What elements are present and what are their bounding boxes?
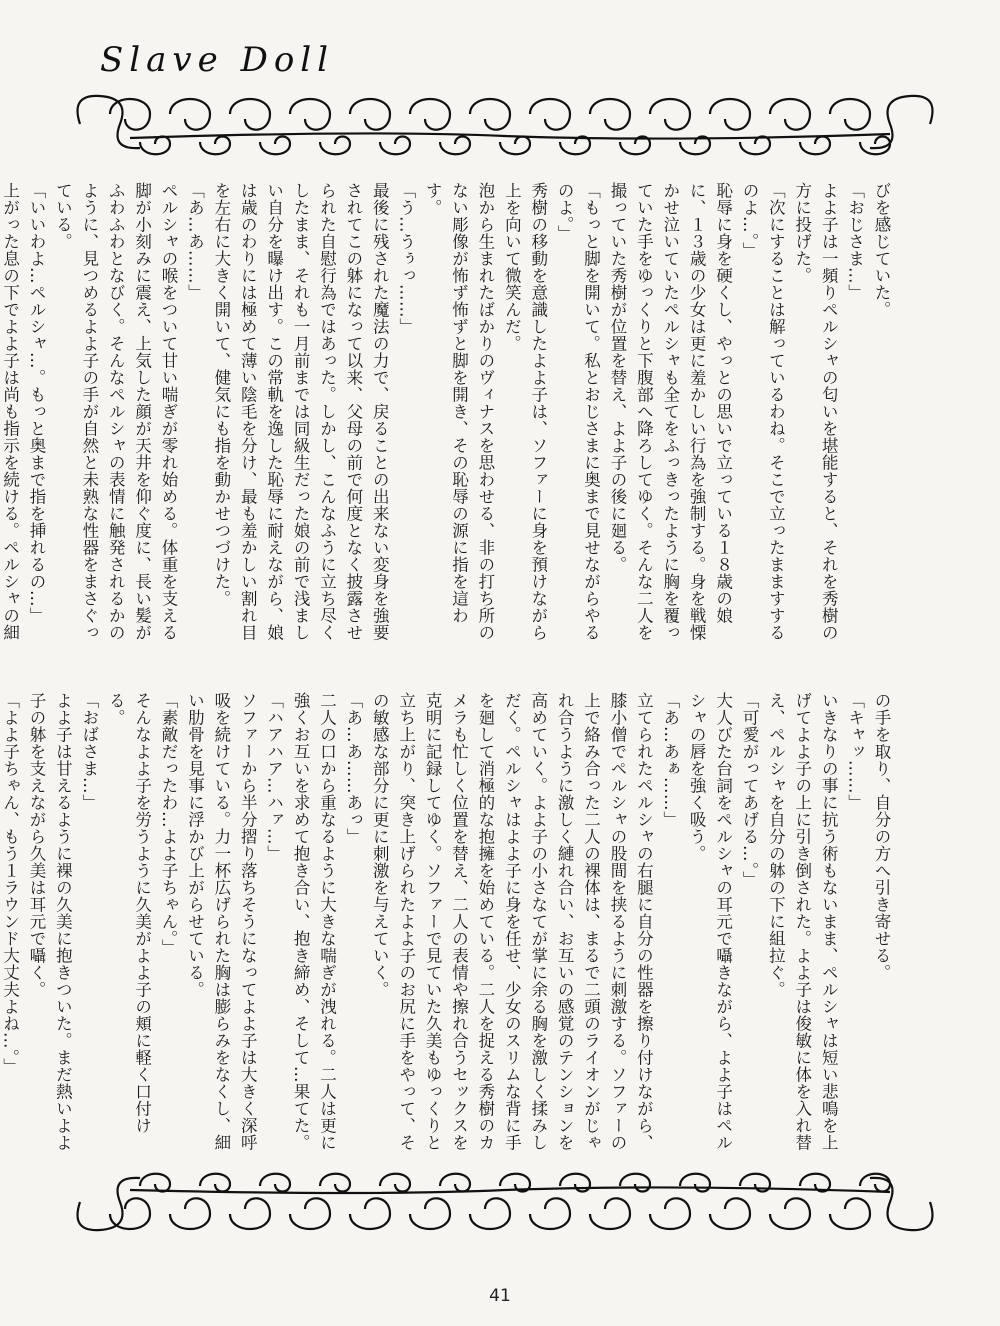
top-ornamental-border bbox=[70, 84, 940, 164]
paragraph: 「あ…あ……あっ」 bbox=[343, 692, 363, 845]
bottom-ornamental-border bbox=[70, 1162, 940, 1242]
paragraph: 大人びた台詞をペルシャの耳元で囁きながら、よよ子はペルシャの唇を強く吸う。 bbox=[687, 692, 733, 1151]
page-title: Slave Doll bbox=[100, 40, 335, 80]
paragraph: 「いいわよ…ペルシャ…。もっと奥まで指を挿れるの…」 bbox=[27, 182, 46, 624]
paragraph: 「あ…あ……」 bbox=[185, 182, 205, 301]
paragraph: 秀樹の移動を意識したよよ子は、ソファーに身を預けながら上を向いて微笑んだ。 bbox=[502, 182, 548, 641]
paragraph: 最後に残された魔法の力で、戻ることの出来ない変身を強要されてこの躰になって以来、父母の前で何度となく披露させられた自慰行為ではあった。しかし、こんなふうに立ち尽くしたまま、それも一月前までは同級生だった娘の前で浅ましい自分を曝け出す。この常軌を逸した恥辱に耐えながら、娘は歳のわりには極めて薄い陰毛を分け、最も羞かしい割れ目を左右に大きく開いて、健気にも指を動かせつづけた。 bbox=[211, 182, 390, 641]
paragraph: 「あ…あぁ……」 bbox=[660, 692, 680, 828]
paragraph: 二人の口から重なるように大きな喘ぎが洩れる。二人は更に強くお互いを求めて抱き合い、抱き締め、そして…果てた。 bbox=[291, 692, 337, 1151]
upper-text-block bbox=[0, 182, 894, 652]
paragraph: ソファーから半分摺り落ちそうになってよよ子は大きく深呼吸を続けている。力一杯広げられた胸は膨らみをなくし、細い肋骨を見事に浮かび上がらせている。 bbox=[185, 692, 258, 1151]
paragraph: 「キャッ……」 bbox=[845, 692, 865, 811]
page-number: 41 bbox=[489, 1286, 511, 1306]
paragraph: ペルシャの喉をついて甘い喘ぎが零れ始める。体重を支える脚が小刻みに震え、上気した顔が天井を仰ぐ度に、長い髪がふわふわとなびく。そんなペルシャの表情に触発されるかのように、見つめるよよ子の手が自然と未熟な性器をまさぐっている。 bbox=[53, 182, 179, 641]
paragraph: 「う…うぅっ……」 bbox=[396, 182, 416, 335]
paragraph: 上がった息の下でよよ子は尚も指示を続ける。ペルシャの細 bbox=[0, 182, 20, 641]
paragraph: いきなりの事に抗う術もないまま、ペルシャは短い悲鳴を上げてよよ子の上に引き倒された。よよ子は俊敏に体を入れ替え、ペルシャを自分の躰の下に組拉ぐ。 bbox=[766, 692, 839, 1151]
paragraph: よよ子は一頻りペルシャの匂いを堪能すると、それを秀樹の方に投げた。 bbox=[792, 182, 839, 641]
paragraph: 「可愛がってあげる…。」 bbox=[739, 692, 759, 888]
lower-text-block bbox=[0, 692, 894, 1152]
paragraph: 「もっと脚を開いて。私とおじさまに奥まで見せながらやるのよ。」 bbox=[555, 182, 601, 641]
paragraph: 立てられたペルシャの右腿に自分の性器を擦り付けながら、膝小僧でペルシャの股間を挟るように刺激する。ソファーの上で絡み合った二人の裸体は、まるで二頭のライオンがじゃれ合うように激しく縺れ合い、お互いの感覚のテンションを高めていく。よよ子の小さなてが掌に余る胸を激しく揉みしだく。ペルシャはよよ子に身を任せ、少女のスリムな背に手を廻して消極的な抱擁を始めている。二人を捉える秀樹のカメラも忙しく位置を替え、二人の表情や擦れ合うセックスを克明に記録してゆく。ソファーで見ていた久美もゆっくりと立ち上がり、突き上げられたよよ子のお尻に手をやって、その敏感な部分に更に刺激を与えていく。 bbox=[370, 692, 654, 1151]
paragraph: 「次にすることは解っているわね。そこで立ったまますするのよ…。」 bbox=[739, 182, 786, 641]
paragraph: そんなよよ子を労うように久美がよよ子の頬に軽く口付ける。 bbox=[106, 692, 152, 1134]
paragraph: 「おじさま…」 bbox=[845, 182, 865, 301]
paragraph: びを感じていた。 bbox=[872, 182, 891, 318]
paragraph: 「ハアハア…ハァ…」 bbox=[264, 692, 284, 862]
paragraph: よよ子は甘えるように裸の久美に抱きついた。まだ熱いよよ子の躰を支えながら久美は耳元で囁く。 bbox=[27, 692, 73, 1151]
paragraph: 「おばさま…」 bbox=[79, 692, 99, 811]
paragraph: 恥辱に身を硬くし、やっとの思いで立っている１８歳の娘に、１３歳の少女は更に羞かしい行為を強制する。身を戦慄かせ泣いていたペルシャも全てをふっきったように胸を覆っていた手をゆっくりと下腹部へ降ろしてゆく。そんな二人を撮っていた秀樹が位置を替え、よよ子の後に廻る。 bbox=[607, 182, 733, 641]
paragraph: 「素敵だったわ…よよ子ちゃん。」 bbox=[159, 692, 179, 956]
paragraph: 「よよ子ちゃん、もう１ラウンド大丈夫よね…。」 bbox=[0, 692, 20, 1075]
paragraph: の手を取り、自分の方へ引き寄せる。 bbox=[872, 692, 891, 981]
paragraph: 泡から生まれたばかりのヴィナスを思わせる、非の打ち所のない彫像が怖ず怖ずと脚を開き、その恥辱の源に指を這わす。 bbox=[423, 182, 495, 641]
